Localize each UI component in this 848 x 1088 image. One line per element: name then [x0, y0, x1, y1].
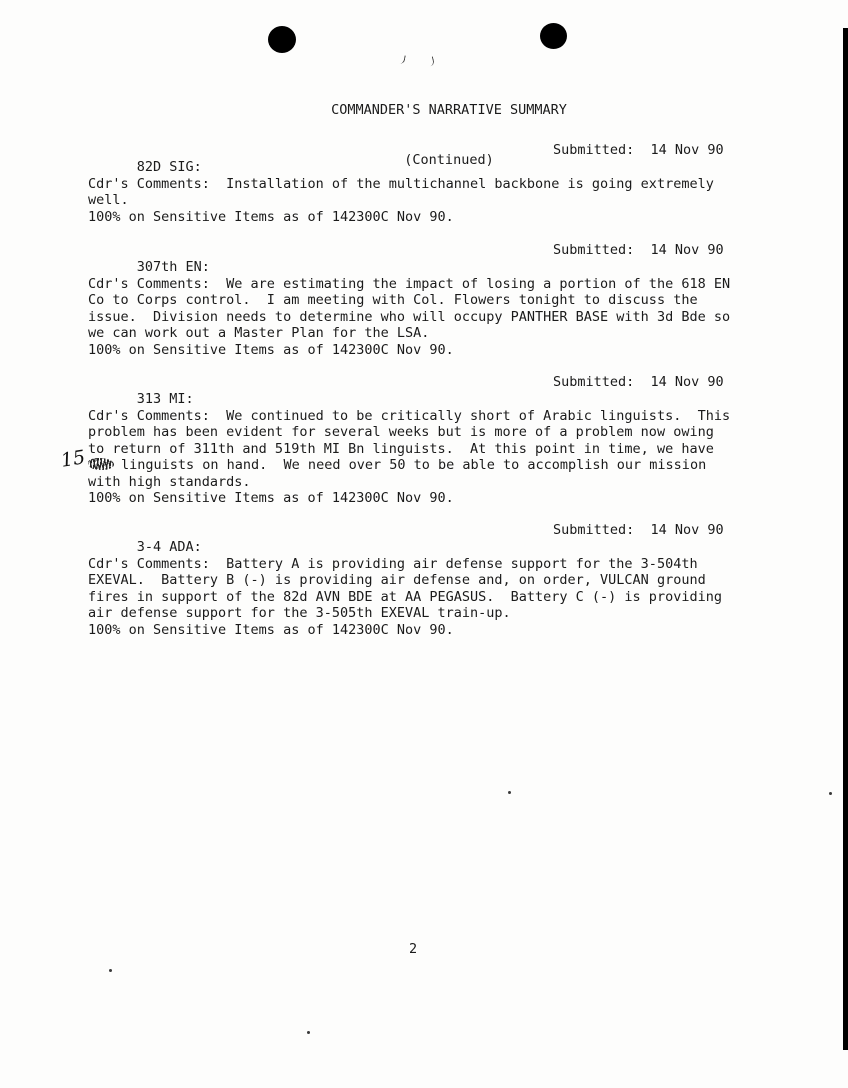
section-body	[88, 276, 760, 359]
page-number: 2	[409, 941, 418, 957]
section-body	[88, 408, 760, 507]
scan-speck	[109, 969, 112, 972]
body-line: Cdr's Comments: Battery A is providing air defense support for the 3-504th	[88, 555, 698, 572]
body-line: Cdr's Comments: Installation of the multichannel backbone is going extremely	[88, 175, 714, 192]
body-line: Cdr's Comments: We are estimating the impact of losing a portion of the 618 EN	[88, 275, 731, 292]
punch-hole-mark-left	[268, 26, 296, 53]
submitted-label: Submitted: 14 Nov 90	[553, 374, 724, 390]
section-header	[88, 374, 760, 407]
section-unit: 82D SIG:	[136, 158, 202, 175]
document-subtitle: (Continued)	[404, 151, 494, 168]
body-line: Cdr's Comments: We continued to be critically short of Arabic linguists. This	[88, 407, 731, 424]
handwritten-note: 15	[59, 446, 87, 472]
body-line: 100% on Sensitive Items as of 142300C Nov 90.	[88, 208, 454, 225]
scan-speck	[829, 792, 832, 795]
body-line: 100% on Sensitive Items as of 142300C Nov 90.	[88, 621, 454, 638]
body-line: 100% on Sensitive Items as of 142300C Nov 90.	[88, 341, 454, 358]
submitted-label: Submitted: 14 Nov 90	[553, 522, 724, 538]
body-line: air defense support for the 3-505th EXEVAL train-up.	[88, 605, 511, 621]
section-unit: 3-4 ADA:	[136, 538, 202, 555]
section-body	[88, 556, 760, 639]
body-line: to return of 311th and 519th MI Bn linguists. At this point in time, we have	[88, 440, 714, 457]
section-unit: 313 MI:	[136, 390, 194, 407]
scan-edge-bar	[843, 28, 848, 1050]
body-line-rest: linguists on hand. We need over 50 to be able to accomplish our mission	[121, 457, 707, 473]
punch-hole-mark-right	[540, 23, 567, 49]
section-unit: 307th EN:	[136, 258, 210, 275]
document-title: COMMANDER'S NARRATIVE SUMMARY	[331, 102, 567, 118]
body-line: with high standards.	[88, 473, 251, 490]
body-line: we can work out a Master Plan for the LSA.	[88, 325, 430, 341]
section-header	[88, 242, 760, 275]
scribble-mark	[88, 458, 114, 470]
section-3-4-ada	[88, 522, 760, 638]
body-line: fires in support of the 82d AVN BDE at AA PEGASUS. Battery C (-) is providing	[88, 588, 722, 605]
scan-speck	[307, 1031, 310, 1034]
body-line-with-scribble	[88, 457, 760, 474]
scan-artifact	[398, 55, 405, 65]
body-line: 100% on Sensitive Items as of 142300C Nov 90.	[88, 490, 454, 506]
body-line: issue. Division needs to determine who will occupy PANTHER BASE with 3d Bde so	[88, 308, 731, 325]
section-header	[88, 522, 760, 555]
submitted-label: Submitted: 14 Nov 90	[553, 142, 724, 158]
body-line: Co to Corps control. I am meeting with Col. Flowers tonight to discuss the	[88, 292, 698, 308]
body-line: well.	[88, 192, 129, 208]
section-82d-sig	[88, 142, 760, 225]
section-307th-en	[88, 242, 760, 358]
body-line: EXEVAL. Battery B (-) is providing air defense and, on order, VULCAN ground	[88, 572, 706, 588]
scan-artifact	[427, 56, 435, 66]
body-line: problem has been evident for several weeks but is more of a problem now owing	[88, 424, 714, 440]
section-body	[88, 176, 760, 226]
scan-speck	[508, 791, 511, 794]
submitted-label: Submitted: 14 Nov 90	[553, 242, 724, 258]
section-313-mi	[88, 374, 760, 507]
